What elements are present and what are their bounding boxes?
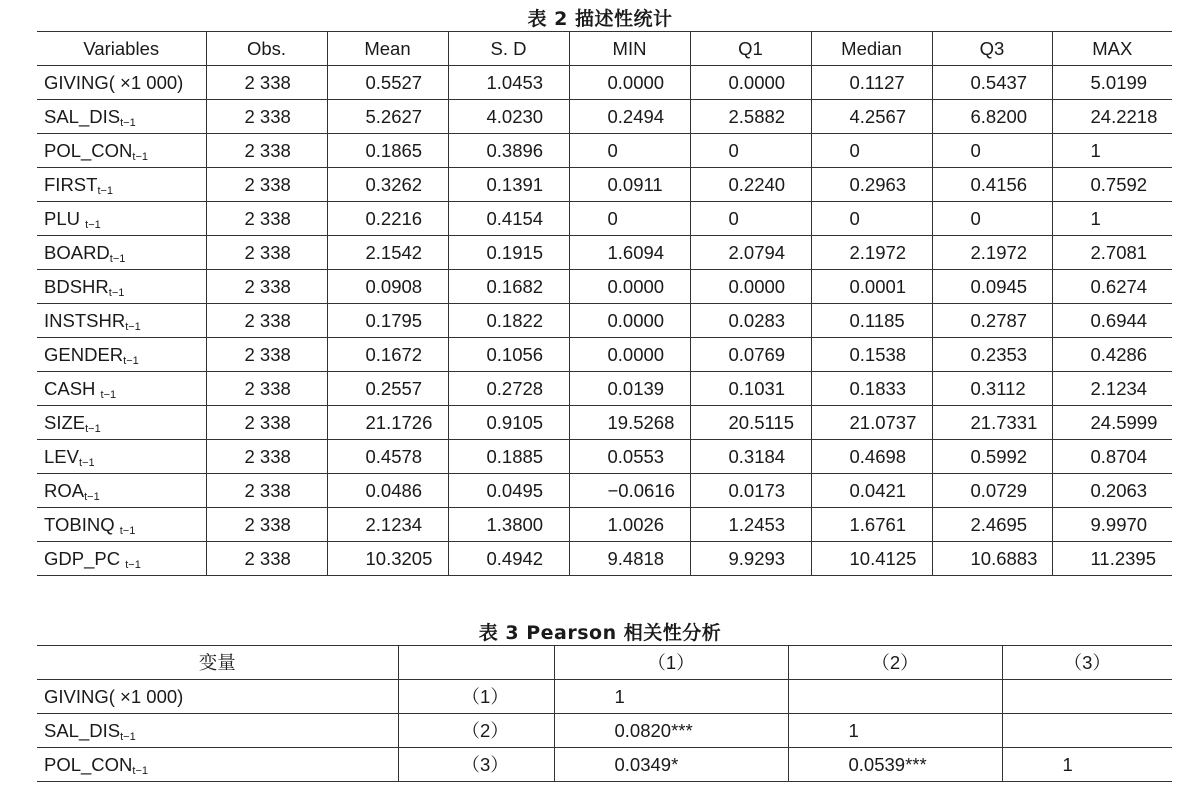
table-cell: 0.7592 [1052,168,1172,202]
variable-name-cell [37,168,206,202]
row-index-cell: （1） [398,680,554,714]
table-row [37,66,1172,100]
variable-name: PLU [44,208,86,229]
table-cell: 6.8200 [932,100,1052,134]
table-cell: −0.0616 [569,474,690,508]
table-cell: 0.1682 [448,270,569,304]
row-index-cell: （2） [398,714,554,748]
table-cell: 2.1542 [327,236,448,270]
table-3-caption: 表 3 Pearson 相关性分析 [478,622,722,644]
table-cell: 0.2963 [811,168,932,202]
variable-name-cell [37,542,206,576]
table-cell: 2 338 [206,406,327,440]
table-cell: 0.8704 [1052,440,1172,474]
table-cell: 1.3800 [448,508,569,542]
variable-name-cell [37,440,206,474]
table-cell: 0.1031 [690,372,811,406]
table-cell: 0.0729 [932,474,1052,508]
table-cell: 2.7081 [1052,236,1172,270]
table-cell: 10.6883 [932,542,1052,576]
table-cell: 2 338 [206,134,327,168]
table-cell: 0.2557 [327,372,448,406]
table-cell: 0.0769 [690,338,811,372]
table-cell: 2 338 [206,168,327,202]
table-cell: 2.1972 [811,236,932,270]
correlation-cell [1002,680,1172,714]
correlation-cell [788,680,1002,714]
table-cell: 0.2353 [932,338,1052,372]
variable-name: SAL_DIS [44,720,121,741]
column-header: Q1 [690,32,811,66]
table-cell: 0 [932,202,1052,236]
table-cell: 0.1915 [448,236,569,270]
table-cell: 0.0911 [569,168,690,202]
variable-name: FIRST [44,174,98,195]
column-header: （2） [788,646,1002,680]
variable-name-cell [37,236,206,270]
correlation-cell: 0.0539*** [788,748,1002,782]
column-header: Median [811,32,932,66]
variable-name: CASH [44,378,101,399]
table-cell: 19.5268 [569,406,690,440]
time-subscript: t−1 [120,117,136,129]
variable-name: BDSHR [44,276,109,297]
correlation-cell: 1 [788,714,1002,748]
table-row [37,202,1172,236]
table-cell: 0.2787 [932,304,1052,338]
table-cell: 2 338 [206,372,327,406]
time-subscript: t−1 [109,253,126,265]
descriptive-statistics-table [37,31,1172,576]
table-cell: 2.5882 [690,100,811,134]
table-cell: 0.5527 [327,66,448,100]
time-subscript: t−1 [78,457,95,469]
pearson-correlation-table [37,645,1172,782]
variable-name-cell [37,304,206,338]
table-cell: 0.0908 [327,270,448,304]
table-row [37,338,1172,372]
table-cell: 0.5992 [932,440,1052,474]
time-subscript: t−1 [123,355,139,367]
table-row [37,440,1172,474]
table-row [37,714,1172,748]
column-header: Obs. [206,32,327,66]
table-cell: 21.1726 [327,406,448,440]
column-header: MIN [569,32,690,66]
variable-name-cell [37,202,206,236]
table-cell: 0.4286 [1052,338,1172,372]
time-subscript: t−1 [100,389,117,401]
table-cell: 0 [569,134,690,168]
table-cell: 10.3205 [327,542,448,576]
variable-name: GIVING( ×1 000) [44,72,184,93]
table-cell: 0 [932,134,1052,168]
table-row [37,748,1172,782]
table-row [37,304,1172,338]
variable-name-cell [37,372,206,406]
table-cell: 0.0495 [448,474,569,508]
table-cell: 0.1672 [327,338,448,372]
table-cell: 0.0000 [690,270,811,304]
table-cell: 21.7331 [932,406,1052,440]
table-cell: 2 338 [206,542,327,576]
column-header: S. D [448,32,569,66]
variable-name-cell [37,406,206,440]
column-header: Q3 [932,32,1052,66]
table-cell: 1 [1052,134,1172,168]
variable-name: SAL_DIS [44,106,121,127]
table-row [37,134,1172,168]
table-cell: 2 338 [206,440,327,474]
variable-name-cell [37,474,206,508]
variable-name-cell [37,100,206,134]
row-index-cell: （3） [398,748,554,782]
table-cell: 0.5437 [932,66,1052,100]
table-cell: 2 338 [206,66,327,100]
table-cell: 0.1833 [811,372,932,406]
table-cell: 0.0000 [569,66,690,100]
variable-name-cell [37,134,206,168]
time-subscript: t−1 [119,525,136,537]
table-cell: 4.2567 [811,100,932,134]
table-cell: 0.1865 [327,134,448,168]
table-2-caption: 表 2 描述性统计 [527,8,673,30]
table-cell: 10.4125 [811,542,932,576]
table-cell: 24.2218 [1052,100,1172,134]
table-cell: 0.2216 [327,202,448,236]
table-cell: 0.3262 [327,168,448,202]
variable-name-cell [37,66,206,100]
table-row [37,100,1172,134]
table-cell: 2 338 [206,236,327,270]
table-row [37,474,1172,508]
table-row [37,168,1172,202]
table-cell: 1.0026 [569,508,690,542]
correlation-cell [1002,714,1172,748]
table-cell: 0.9105 [448,406,569,440]
table-cell: 2.1972 [932,236,1052,270]
table-cell: 2 338 [206,304,327,338]
table-cell: 0.0000 [569,270,690,304]
table-cell: 2 338 [206,474,327,508]
table-cell: 0.3184 [690,440,811,474]
correlation-cell: 1 [1002,748,1172,782]
table-cell: 2 338 [206,338,327,372]
variable-name: INSTSHR [44,310,126,331]
table-cell: 0.1538 [811,338,932,372]
table-cell: 0.3112 [932,372,1052,406]
variable-name: POL_CON [44,140,133,161]
variable-name: BOARD [44,242,110,263]
table-cell: 0 [690,202,811,236]
table-cell: 0 [569,202,690,236]
column-header: （1） [554,646,788,680]
table-cell: 0.1822 [448,304,569,338]
column-header: Variables [37,32,206,66]
table-cell: 0.1391 [448,168,569,202]
table-cell: 0 [811,134,932,168]
column-header: Mean [327,32,448,66]
correlation-cell: 1 [554,680,788,714]
table-cell: 0.0173 [690,474,811,508]
table-row [37,270,1172,304]
table-header-row [37,646,1172,680]
table-cell: 0.2494 [569,100,690,134]
time-subscript: t−1 [97,185,114,197]
time-subscript: t−1 [132,765,149,777]
variable-name: ROA [44,480,85,501]
table-cell: 2 338 [206,202,327,236]
table-cell: 5.0199 [1052,66,1172,100]
table-cell: 0.1056 [448,338,569,372]
table-cell: 0.0283 [690,304,811,338]
table-cell: 0.2728 [448,372,569,406]
table-cell: 0.0421 [811,474,932,508]
table-cell: 20.5115 [690,406,811,440]
time-subscript: t−1 [108,287,125,299]
column-header: MAX [1052,32,1172,66]
time-subscript: t−1 [125,321,141,333]
table-cell: 0.1795 [327,304,448,338]
table-cell: 4.0230 [448,100,569,134]
variable-name-cell [37,338,206,372]
table-cell: 0.4578 [327,440,448,474]
table-cell: 0.4156 [932,168,1052,202]
table-row [37,406,1172,440]
column-header: （3） [1002,646,1172,680]
table-cell: 0.2063 [1052,474,1172,508]
table-cell: 0 [811,202,932,236]
table-cell: 0.1885 [448,440,569,474]
variable-name-cell [37,680,398,714]
table-cell: 9.4818 [569,542,690,576]
table-cell: 0.0000 [569,338,690,372]
table-cell: 0 [690,134,811,168]
table-cell: 2 338 [206,508,327,542]
table-cell: 11.2395 [1052,542,1172,576]
table-cell: 0.4698 [811,440,932,474]
table-cell: 9.9293 [690,542,811,576]
table-cell: 1.6761 [811,508,932,542]
table-cell: 0.0000 [690,66,811,100]
table-cell: 1.2453 [690,508,811,542]
table-cell: 1 [1052,202,1172,236]
table-cell: 0.3896 [448,134,569,168]
time-subscript: t−1 [85,219,101,231]
table-cell: 2 338 [206,270,327,304]
column-header: 变量 [37,646,398,680]
table-cell: 0.0553 [569,440,690,474]
table-row [37,542,1172,576]
time-subscript: t−1 [84,491,100,503]
time-subscript: t−1 [120,731,136,743]
table-row [37,508,1172,542]
correlation-cell: 0.0349* [554,748,788,782]
table-row [37,236,1172,270]
table-cell: 0.0139 [569,372,690,406]
variable-name: LEV [44,446,79,467]
table-cell: 0.0486 [327,474,448,508]
table-cell: 1.6094 [569,236,690,270]
table-cell: 0.4154 [448,202,569,236]
table-cell: 24.5999 [1052,406,1172,440]
table-cell: 9.9970 [1052,508,1172,542]
table-cell: 0.4942 [448,542,569,576]
table-cell: 0.6274 [1052,270,1172,304]
variable-name: GDP_PC [44,548,126,569]
table-header-row [37,32,1172,66]
variable-name-cell [37,748,398,782]
column-header [398,646,554,680]
variable-name: TOBINQ [44,514,120,535]
table-row [37,372,1172,406]
variable-name-cell [37,270,206,304]
table-cell: 1.0453 [448,66,569,100]
table-cell: 2.0794 [690,236,811,270]
table-cell: 0.6944 [1052,304,1172,338]
table-cell: 0.2240 [690,168,811,202]
variable-name: GIVING( ×1 000) [44,686,184,707]
time-subscript: t−1 [132,151,149,163]
table-row [37,680,1172,714]
time-subscript: t−1 [85,423,101,435]
time-subscript: t−1 [125,559,141,571]
table-cell: 2 338 [206,100,327,134]
table-cell: 0.1127 [811,66,932,100]
variable-name-cell [37,714,398,748]
variable-name: GENDER [44,344,124,365]
table-cell: 0.1185 [811,304,932,338]
table-cell: 0.0001 [811,270,932,304]
variable-name: POL_CON [44,754,133,775]
variable-name-cell [37,508,206,542]
table-cell: 2.4695 [932,508,1052,542]
table-cell: 2.1234 [327,508,448,542]
table-cell: 5.2627 [327,100,448,134]
table-cell: 21.0737 [811,406,932,440]
table-cell: 0.0945 [932,270,1052,304]
correlation-cell: 0.0820*** [554,714,788,748]
table-cell: 2.1234 [1052,372,1172,406]
table-cell: 0.0000 [569,304,690,338]
variable-name: SIZE [44,412,86,433]
